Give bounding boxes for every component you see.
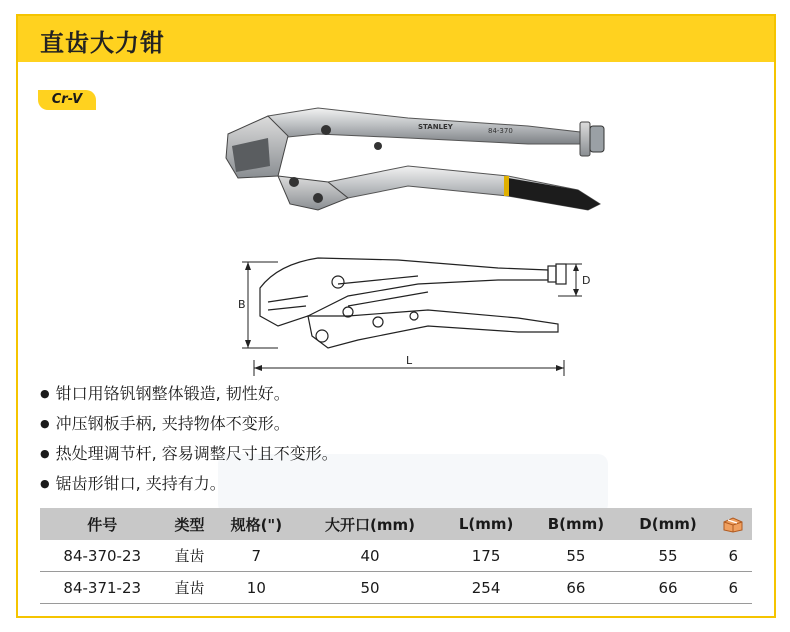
header-l: L(mm) [458,515,514,533]
material-badge [38,90,96,110]
table-row [40,540,752,572]
feature-item: ● 冲压钢板手柄, 夹持物体不变形。 [40,410,338,440]
title-bar [18,16,774,62]
header-max-opening: 大开口(mm) [325,515,416,534]
dimension-label-l: L [406,354,413,367]
spec-table-header [40,508,752,540]
product-sheet [16,14,776,618]
feature-item: ● 热处理调节杆, 容易调整尺寸且不变形。 [40,440,338,470]
cell-part-no: 84-370-23 [40,540,164,572]
cell-part-no: 84-371-23 [40,572,164,604]
dimension-diagram [218,236,598,384]
feature-item: ● 锯齿形钳口, 夹持有力。 [40,470,338,500]
cell-pack: 6 [714,540,752,572]
cell-type: 直齿 [164,572,214,604]
cell-d: 66 [622,572,715,604]
header-type: 类型 [174,515,205,534]
carton-box-icon [722,517,744,533]
cell-l: 254 [442,572,530,604]
feature-list [40,380,338,500]
dimension-label-b: B [238,298,246,311]
cell-max-opening: 40 [298,540,442,572]
cell-d: 55 [622,540,715,572]
cell-pack: 6 [714,572,752,604]
table-row [40,572,752,604]
spec-table [40,508,752,604]
cell-max-opening: 50 [298,572,442,604]
model-marking: 84-370 [488,127,513,135]
header-part-no: 件号 [87,515,118,534]
cell-l: 175 [442,540,530,572]
cell-b: 55 [530,540,621,572]
header-pack [714,508,752,540]
plier-photo [208,86,608,216]
brand-marking: STANLEY [418,123,453,131]
feature-item: ● 钳口用铬钒钢整体锻造, 韧性好。 [40,380,338,410]
material-badge-label: Cr-V [51,92,83,107]
header-size: 规格(") [230,515,283,534]
cell-size: 7 [215,540,299,572]
dimension-label-d: D [582,274,591,287]
cell-size: 10 [215,572,299,604]
header-d: D(mm) [639,515,697,533]
cell-b: 66 [530,572,621,604]
page-title: 直齿大力钳 [40,29,165,57]
cell-type: 直齿 [164,540,214,572]
header-b: B(mm) [547,515,605,533]
